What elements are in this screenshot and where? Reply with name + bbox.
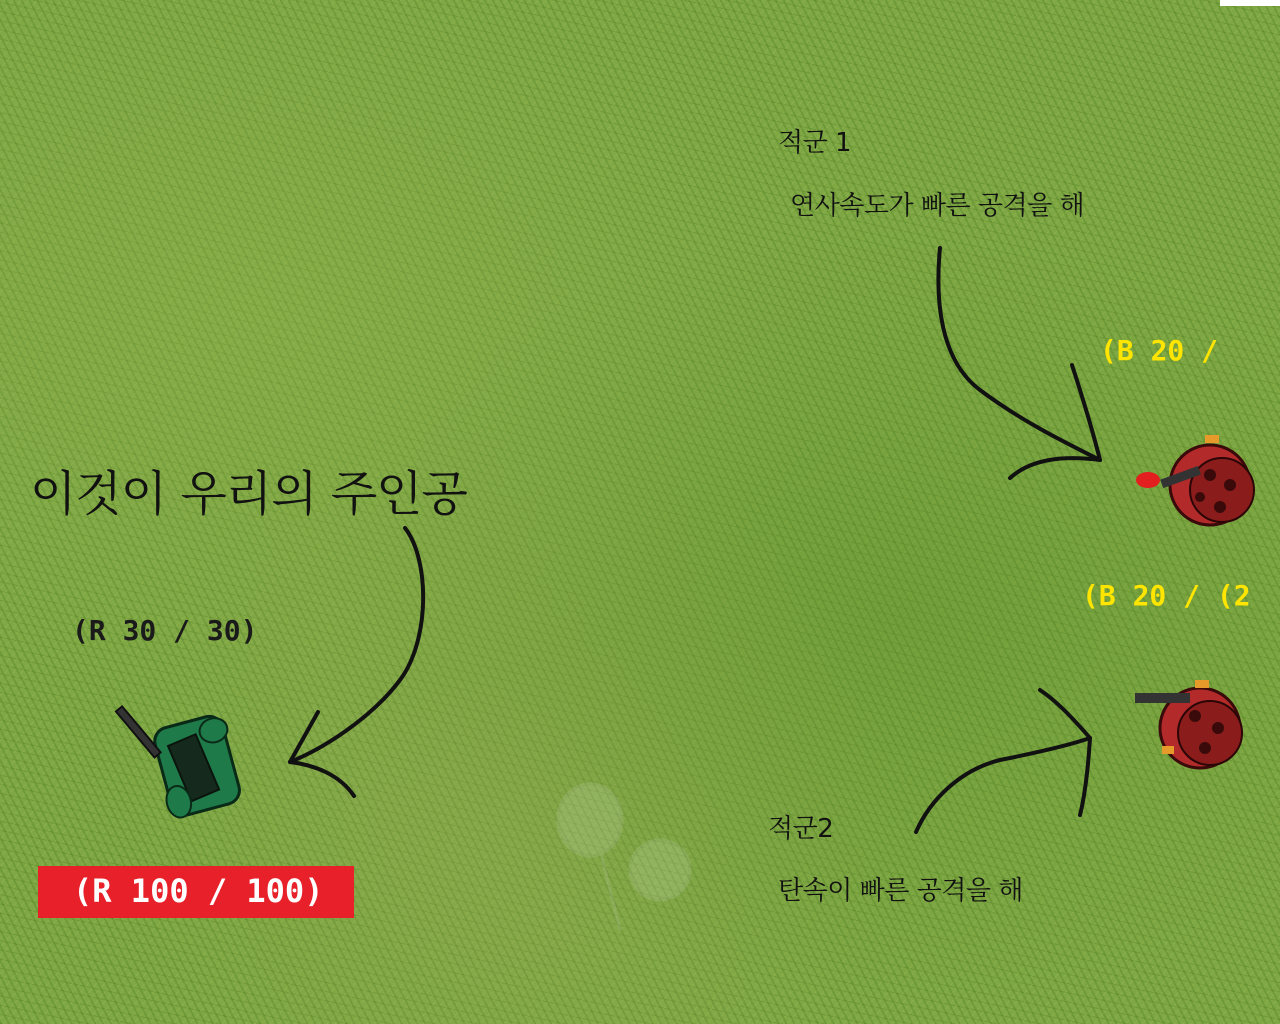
enemy1-soldier-icon xyxy=(1136,435,1254,525)
hero-hp-label: (R 100 / 100) xyxy=(73,872,324,910)
hero-ammo: (R 30 / 30) xyxy=(72,614,258,647)
enemy1-desc: 연사속도가 빠른 공격을 해 xyxy=(790,191,1085,221)
arrow-to-enemy1 xyxy=(938,248,1100,478)
enemy2-name: 적군2 xyxy=(768,814,834,844)
enemy1-stat: (B 20 / xyxy=(1100,334,1219,367)
enemy2-soldier-icon xyxy=(1135,680,1242,768)
hero-soldier-icon xyxy=(115,681,247,826)
enemy1-name: 적군 1 xyxy=(778,128,852,158)
hero-hp-bar xyxy=(38,866,354,918)
ghost-sprite xyxy=(558,784,690,930)
enemy2-stat: (B 20 / (2 xyxy=(1082,579,1251,612)
arrow-to-hero xyxy=(290,528,423,796)
hero-caption: 이것이 우리의 주인공 xyxy=(30,466,467,522)
arrow-to-enemy2 xyxy=(916,690,1090,832)
enemy2-desc: 탄속이 빠른 공격을 해 xyxy=(778,876,1023,906)
